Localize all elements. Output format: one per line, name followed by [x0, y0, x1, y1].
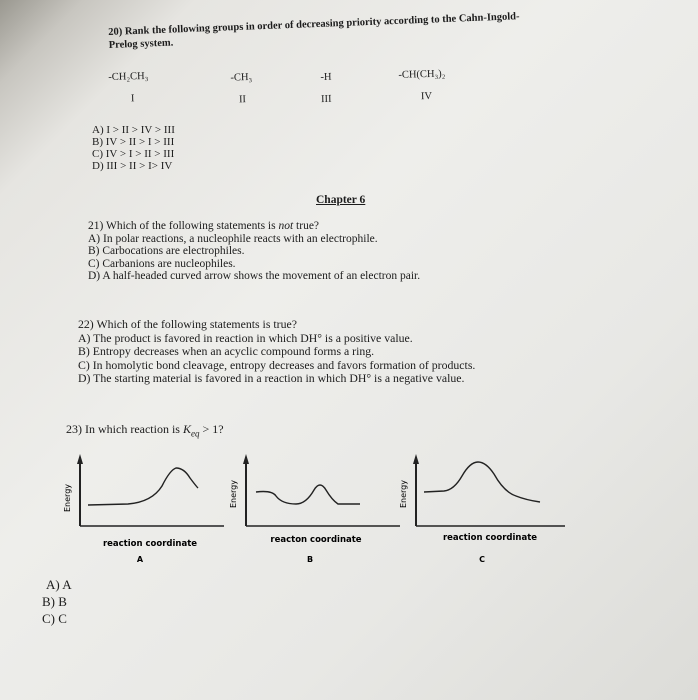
group-formula-4: -CH(CH₃)₂: [398, 68, 446, 81]
diagram-c: [399, 454, 565, 564]
question-20: [108, 10, 520, 52]
question-20-options: [92, 124, 175, 172]
group-formula-2: -CH₃: [230, 71, 253, 84]
question-23-stem-suffix: > 1?: [199, 422, 224, 436]
diagram-b-curve: [256, 485, 360, 504]
option-20a: A) I > II > IV > III: [92, 124, 175, 136]
question-21: [88, 220, 420, 283]
question-21-stem-emphasis: not: [278, 220, 294, 232]
energy-diagrams-svg: [60, 440, 580, 580]
diagram-b-xlabel: reacton coordinate: [270, 535, 362, 545]
option-22b: B) Entropy decreases when an acyclic compound forms a ring.: [78, 344, 375, 358]
question-21-stem-suffix: true?: [293, 220, 320, 232]
diagram-a-ylabel: Energy: [63, 483, 72, 513]
option-22a: A) The product is favored in reaction in which DH° is a positive value.: [78, 330, 413, 345]
diagram-a-y-arrow: [77, 454, 83, 464]
question-23-stem-prefix: 23) In which reaction is: [66, 422, 183, 436]
group-numeral-1: I: [130, 93, 135, 105]
question-23-k: K: [182, 422, 191, 436]
option-22d: D) The starting material is favored in a reaction in which DH° is a negative value.: [78, 371, 465, 385]
option-21b: B) Carbocations are electrophiles.: [88, 245, 245, 257]
question-22-stem: 22) Which of the following statements is true?: [78, 317, 297, 331]
question-21-stem-prefix: 21) Which of the following statements is: [88, 220, 279, 232]
answer-a: A) A: [46, 577, 72, 592]
diagram-c-y-arrow: [413, 454, 419, 464]
diagram-b-letter: B: [306, 555, 314, 564]
option-20b: B) IV > II > I > III: [92, 136, 175, 148]
answer-c: C) C: [42, 611, 67, 626]
option-22c: C) In homolytic bond cleavage, entropy decreases and favors formation of products.: [78, 357, 476, 372]
question-22: [78, 318, 475, 386]
chapter-heading: Chapter 6: [316, 194, 366, 206]
energy-diagrams: [60, 440, 580, 580]
option-21d: D) A half-headed curved arrow shows the movement of an electron pair.: [88, 270, 421, 282]
diagram-c-xlabel: reaction coordinate: [442, 533, 538, 543]
group-formula-1: -CH₂CH₃: [108, 70, 149, 83]
diagram-a-xlabel: reaction coordinate: [102, 539, 198, 549]
diagram-b-ylabel: Energy: [229, 479, 238, 509]
diagram-a-curve: [88, 468, 198, 505]
group-numeral-4: IV: [420, 90, 433, 103]
diagram-b-y-arrow: [243, 454, 249, 464]
group-numeral-2: II: [238, 94, 247, 106]
group-formula-3: -H: [320, 71, 332, 84]
diagram-a: [63, 454, 224, 564]
diagram-c-letter: C: [479, 555, 485, 564]
question-23-stem: [66, 422, 224, 438]
option-20d: D) III > II > I> IV: [92, 160, 173, 172]
question-21-stem: [88, 220, 420, 233]
question-20-stem-line2: Prelog system.: [108, 37, 174, 51]
group-numeral-3: III: [320, 93, 332, 106]
diagram-c-curve: [424, 462, 540, 502]
question-20-stem-line1: 20) Rank the following groups in order of decreasing priority according to the Cahn-Ingold-: [108, 11, 520, 38]
question-20-groups: [108, 53, 569, 114]
option-21c: C) Carbanions are nucleophiles.: [88, 257, 236, 270]
diagram-b: [229, 454, 400, 564]
option-21a: A) In polar reactions, a nucleophile reacts with an electrophile.: [88, 232, 378, 245]
diagram-a-letter: A: [136, 555, 144, 564]
answer-b: B) B: [42, 594, 67, 609]
option-20c: C) IV > I > II > III: [92, 148, 175, 160]
question-23-k-subscript: eq: [190, 428, 200, 439]
question-23-answers: [42, 576, 72, 627]
diagram-c-ylabel: Energy: [399, 479, 408, 509]
